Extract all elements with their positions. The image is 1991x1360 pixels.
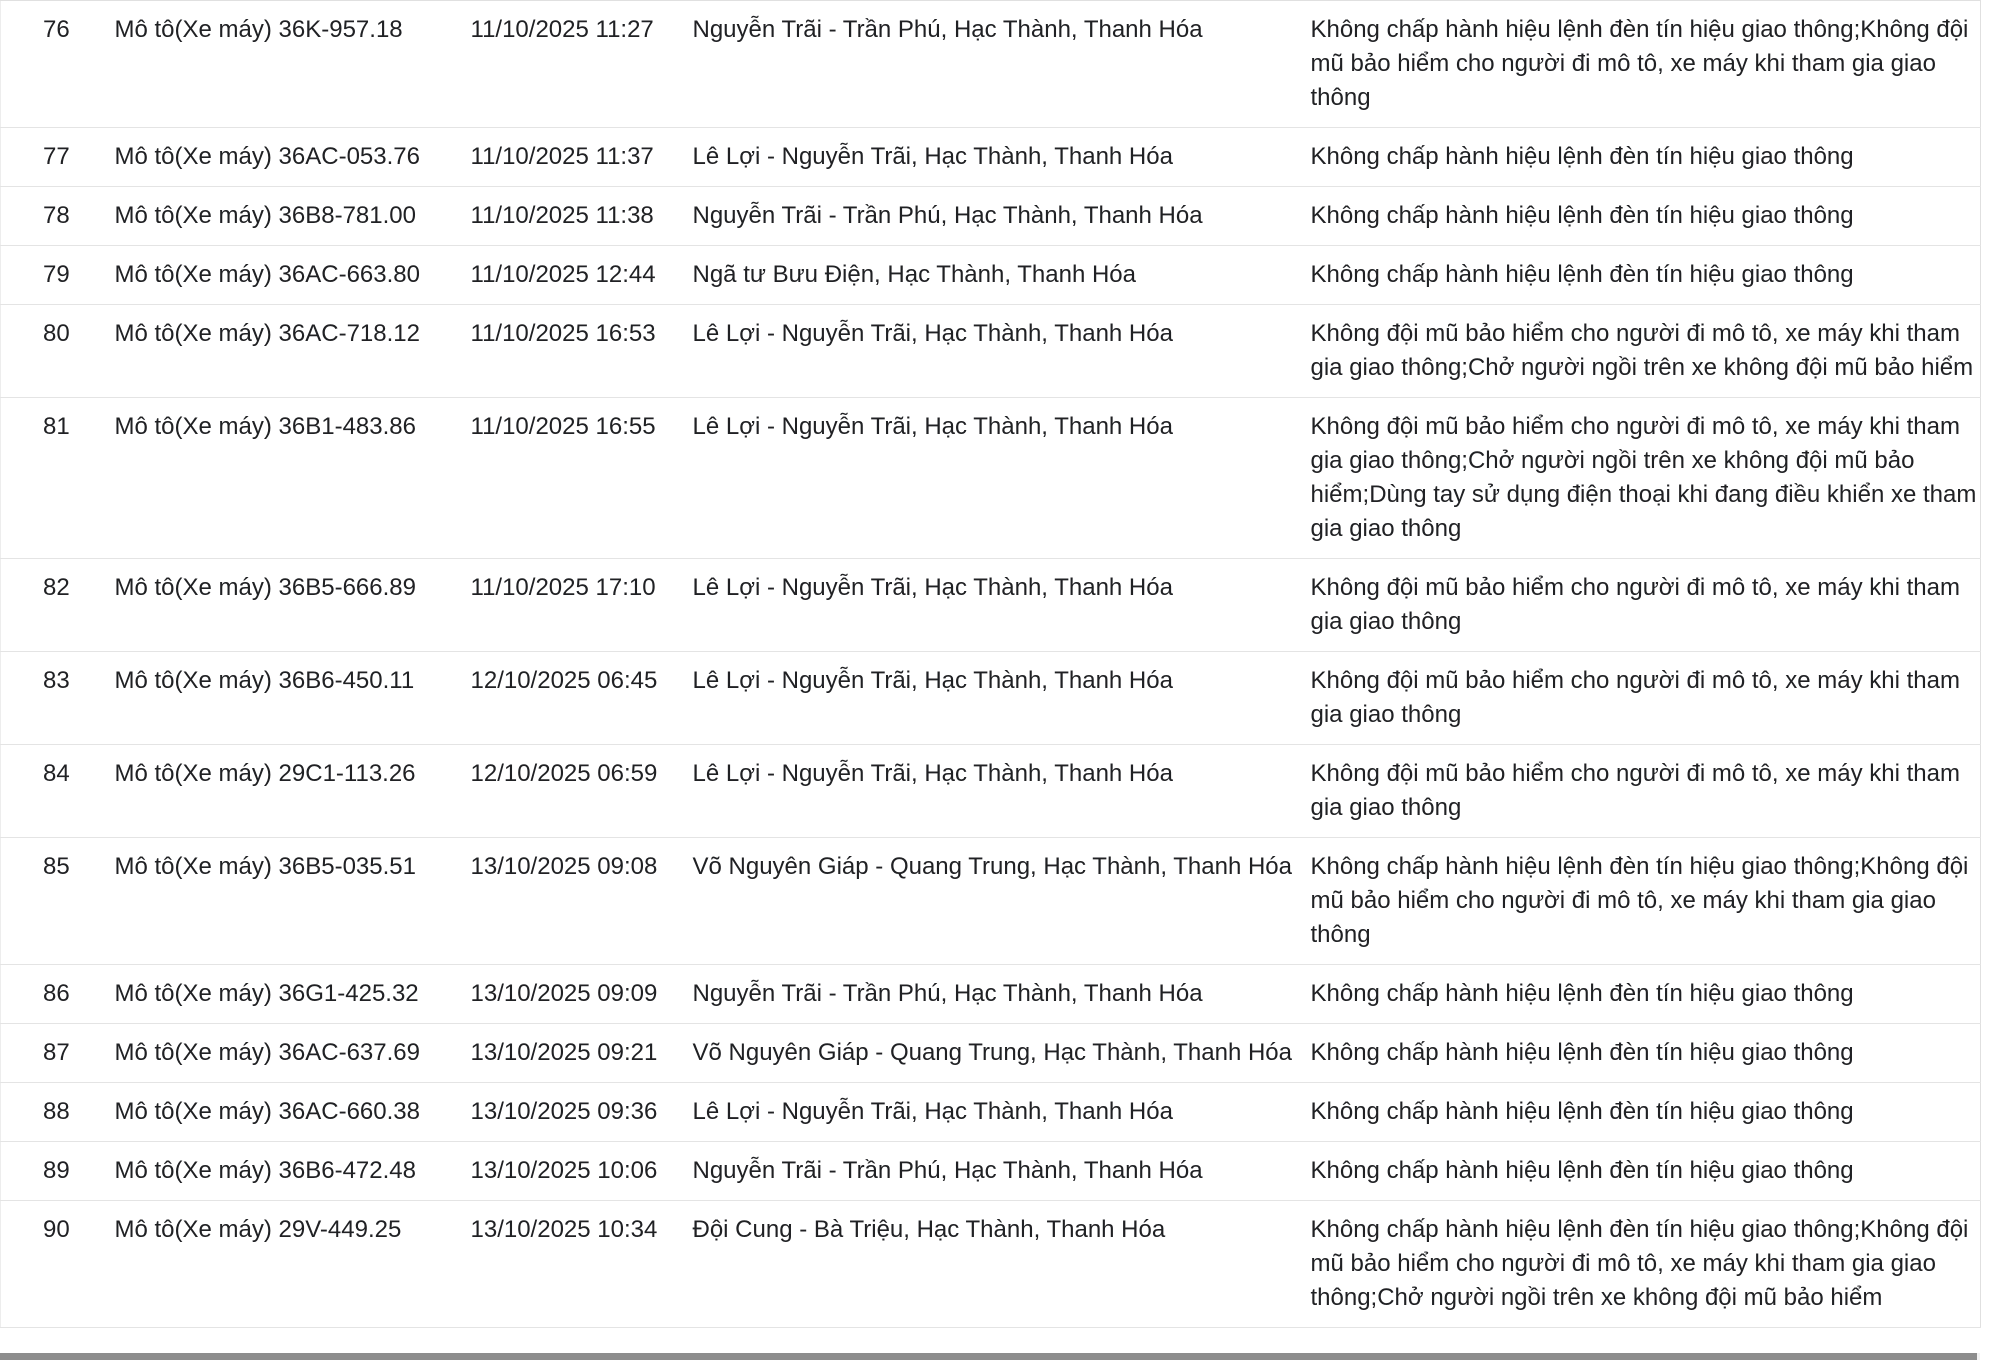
datetime-cell: 13/10/2025 09:21 [470,1039,658,1066]
violation-cell: Không đội mũ bảo hiểm cho người đi mô tô, xe máy khi tham gia giao thông [1310,667,1960,728]
datetime-cell: 11/10/2025 11:38 [470,202,654,229]
datetime-cell: 13/10/2025 09:08 [470,853,658,880]
vehicle-cell: Mô tô(Xe máy) 36AC-053.76 [114,143,420,170]
vehicle-cell: Mô tô(Xe máy) 29C1-113.26 [114,760,416,787]
location-cell: Nguyễn Trãi - Trần Phú, Hạc Thành, Thanh Hóa [692,16,1203,43]
horizontal-scrollbar[interactable] [0,1353,1980,1360]
location-cell: Nguyễn Trãi - Trần Phú, Hạc Thành, Thanh Hóa [692,980,1203,1007]
location-cell: Đội Cung - Bà Triệu, Hạc Thành, Thanh Hóa [692,1216,1166,1243]
table-row [1,1083,1981,1142]
row-index-cell: 78 [43,202,70,229]
violation-cell: Không chấp hành hiệu lệnh đèn tín hiệu giao thông;Không đội mũ bảo hiểm cho người đi mô tô, xe máy khi tham gia giao thông [1310,853,1969,948]
vehicle-cell: Mô tô(Xe máy) 36B8-781.00 [114,202,416,229]
location-cell: Lê Lợi - Nguyễn Trãi, Hạc Thành, Thanh Hóa [692,760,1173,787]
vehicle-cell: Mô tô(Xe máy) 36AC-637.69 [114,1039,420,1066]
violation-cell: Không chấp hành hiệu lệnh đèn tín hiệu giao thông [1310,202,1854,229]
datetime-cell: 13/10/2025 10:34 [470,1216,658,1243]
vehicle-cell: Mô tô(Xe máy) 36AC-660.38 [114,1098,420,1125]
violation-cell: Không chấp hành hiệu lệnh đèn tín hiệu giao thông [1310,261,1854,288]
row-index-cell: 77 [43,143,70,170]
violation-cell: Không chấp hành hiệu lệnh đèn tín hiệu giao thông [1310,1157,1854,1184]
violation-cell: Không chấp hành hiệu lệnh đèn tín hiệu giao thông;Không đội mũ bảo hiểm cho người đi mô tô, xe máy khi tham gia giao thông [1310,16,1969,111]
location-cell: Nguyễn Trãi - Trần Phú, Hạc Thành, Thanh Hóa [692,1157,1203,1184]
location-cell: Lê Lợi - Nguyễn Trãi, Hạc Thành, Thanh Hóa [692,667,1173,694]
location-cell: Lê Lợi - Nguyễn Trãi, Hạc Thành, Thanh Hóa [692,1098,1173,1125]
vehicle-cell: Mô tô(Xe máy) 36B6-450.11 [114,667,415,694]
table-row [1,965,1981,1024]
vehicle-cell: Mô tô(Xe máy) 36B1-483.86 [114,413,416,440]
row-index-cell: 88 [43,1098,70,1125]
datetime-cell: 11/10/2025 16:55 [470,413,656,440]
violations-table-body [1,1,1981,1328]
violation-cell: Không đội mũ bảo hiểm cho người đi mô tô, xe máy khi tham gia giao thông;Chở người ngồi trên xe không đội mũ bảo hiểm;Dùng tay sử dụng điện thoại khi đang điều khiển xe tham gia giao thông [1310,413,1977,542]
row-index-cell: 76 [43,16,70,43]
table-row [1,1201,1981,1328]
location-cell: Ngã tư Bưu Điện, Hạc Thành, Thanh Hóa [692,261,1136,288]
location-cell: Lê Lợi - Nguyễn Trãi, Hạc Thành, Thanh Hóa [692,574,1173,601]
vehicle-cell: Mô tô(Xe máy) 36B5-666.89 [114,574,416,601]
datetime-cell: 13/10/2025 09:09 [470,980,658,1007]
vehicle-cell: Mô tô(Xe máy) 36B6-472.48 [114,1157,416,1184]
violation-cell: Không chấp hành hiệu lệnh đèn tín hiệu giao thông [1310,1039,1854,1066]
row-index-cell: 87 [43,1039,70,1066]
datetime-cell: 11/10/2025 16:53 [470,320,656,347]
horizontal-scrollbar-thumb[interactable] [0,1353,1977,1360]
violation-cell: Không chấp hành hiệu lệnh đèn tín hiệu giao thông [1310,1098,1854,1125]
location-cell: Lê Lợi - Nguyễn Trãi, Hạc Thành, Thanh Hóa [692,320,1173,347]
vehicle-cell: Mô tô(Xe máy) 36AC-663.80 [114,261,420,288]
row-index-cell: 83 [43,667,70,694]
table-row [1,305,1981,398]
row-index-cell: 79 [43,261,70,288]
table-row [1,1,1981,128]
table-row [1,652,1981,745]
table-row [1,838,1981,965]
table-row [1,1142,1981,1201]
location-cell: Nguyễn Trãi - Trần Phú, Hạc Thành, Thanh Hóa [692,202,1203,229]
table-row [1,128,1981,187]
table-row [1,246,1981,305]
row-index-cell: 84 [43,760,70,787]
vehicle-cell: Mô tô(Xe máy) 29V-449.25 [114,1216,402,1243]
datetime-cell: 13/10/2025 10:06 [470,1157,658,1184]
table-row [1,187,1981,246]
datetime-cell: 11/10/2025 11:27 [470,16,654,43]
vehicle-cell: Mô tô(Xe máy) 36AC-718.12 [114,320,420,347]
table-row [1,559,1981,652]
row-index-cell: 86 [43,980,70,1007]
datetime-cell: 12/10/2025 06:45 [470,667,658,694]
violation-cell: Không chấp hành hiệu lệnh đèn tín hiệu giao thông;Không đội mũ bảo hiểm cho người đi mô tô, xe máy khi tham gia giao thông;Chở người ngồi trên xe không đội mũ bảo hiểm [1310,1216,1969,1311]
datetime-cell: 11/10/2025 17:10 [470,574,656,601]
row-index-cell: 80 [43,320,70,347]
violation-cell: Không đội mũ bảo hiểm cho người đi mô tô, xe máy khi tham gia giao thông;Chở người ngồi trên xe không đội mũ bảo hiểm [1310,320,1974,381]
row-index-cell: 90 [43,1216,70,1243]
violation-cell: Không chấp hành hiệu lệnh đèn tín hiệu giao thông [1310,143,1854,170]
location-cell: Võ Nguyên Giáp - Quang Trung, Hạc Thành, Thanh Hóa [692,853,1292,880]
row-index-cell: 89 [43,1157,70,1184]
table-row [1,1024,1981,1083]
table-row [1,745,1981,838]
location-cell: Lê Lợi - Nguyễn Trãi, Hạc Thành, Thanh Hóa [692,413,1173,440]
datetime-cell: 13/10/2025 09:36 [470,1098,658,1125]
vehicle-cell: Mô tô(Xe máy) 36G1-425.32 [114,980,419,1007]
location-cell: Võ Nguyên Giáp - Quang Trung, Hạc Thành, Thanh Hóa [692,1039,1292,1066]
location-cell: Lê Lợi - Nguyễn Trãi, Hạc Thành, Thanh Hóa [692,143,1173,170]
violation-cell: Không chấp hành hiệu lệnh đèn tín hiệu giao thông [1310,980,1854,1007]
vehicle-cell: Mô tô(Xe máy) 36B5-035.51 [114,853,416,880]
table-row [1,398,1981,559]
datetime-cell: 11/10/2025 12:44 [470,261,656,288]
row-index-cell: 82 [43,574,70,601]
row-index-cell: 85 [43,853,70,880]
datetime-cell: 11/10/2025 11:37 [470,143,654,170]
row-index-cell: 81 [43,413,70,440]
datetime-cell: 12/10/2025 06:59 [470,760,658,787]
violation-cell: Không đội mũ bảo hiểm cho người đi mô tô, xe máy khi tham gia giao thông [1310,574,1960,635]
violation-cell: Không đội mũ bảo hiểm cho người đi mô tô, xe máy khi tham gia giao thông [1310,760,1960,821]
vehicle-cell: Mô tô(Xe máy) 36K-957.18 [114,16,403,43]
